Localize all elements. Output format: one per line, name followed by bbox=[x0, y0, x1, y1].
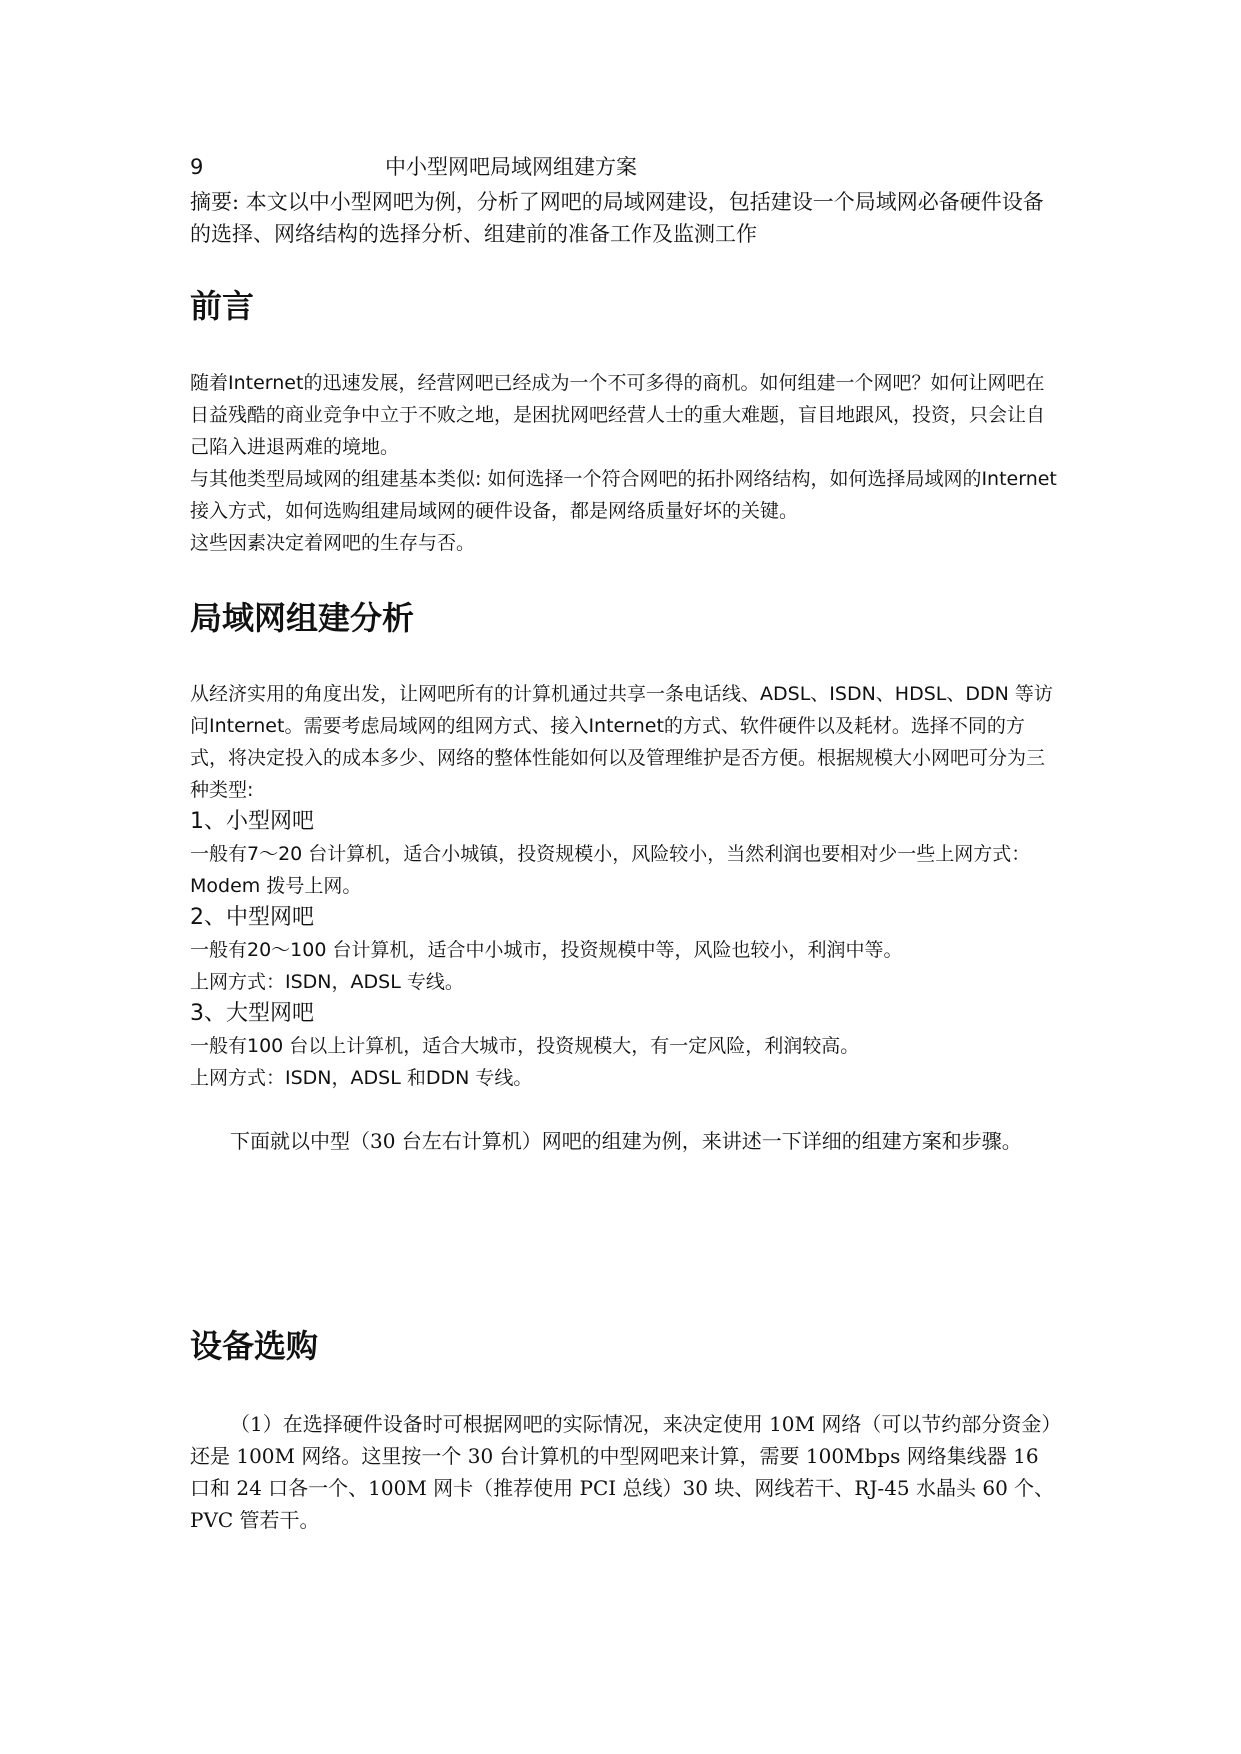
abstract: 摘要: 本文以中小型网吧为例，分析了网吧的局域网建设，包括建设一个局域网必备硬件设备的选择、网络结构的选择分析、组建前的准备工作及监测工作 bbox=[190, 190, 1044, 246]
analysis-closing: 下面就以中型（30 台左右计算机）网吧的组建为例，来讲述一下详细的组建方案和步骤。 bbox=[230, 1129, 1022, 1153]
type-title: 3、大型网吧 bbox=[190, 1001, 314, 1026]
type-description: 一般有100 台以上计算机，适合大城市，投资规模大，有一定风险，利润较高。 bbox=[190, 1035, 860, 1057]
type-title: 1、小型网吧 bbox=[190, 809, 314, 834]
type-description: 一般有20～100 台计算机，适合中小城市，投资规模中等，风险也较小，利润中等。 bbox=[190, 939, 903, 961]
document-title: 中小型网吧局域网组建方案 bbox=[385, 155, 637, 179]
equipment-paragraph: （1）在选择硬件设备时可根据网吧的实际情况，来决定使用 10M 网络（可以节约部分资金）还是 100M 网络。这里按一个 30 台计算机的中型网吧来计算，需要 100Mbps 网络集线器 16 口和 24 口各一个、100M 网卡（推荐使用 PCI 总线）30 块、网线若干、RJ-45 水晶头 60 个、PVC 管若干。 bbox=[190, 1412, 1055, 1532]
preface-paragraph: 随着Internet的迅速发展，经营网吧已经成为一个不可多得的商机。如何组建一个网吧？如何让网吧在日益残酷的商业竞争中立于不败之地，是困扰网吧经营人士的重大难题，盲目地跟风，投资，只会让自己陷入进退两难的境地。 bbox=[190, 372, 1046, 458]
type-title: 2、中型网吧 bbox=[190, 905, 314, 930]
heading-analysis: 局域网组建分析 bbox=[190, 599, 415, 637]
analysis-intro: 从经济实用的角度出发，让网吧所有的计算机通过共享一条电话线、ADSL、ISDN、HDSL、DDN 等访问Internet。需要考虑局域网的组网方式、接入Internet的方式、软件硬件以及耗材。选择不同的方式，将决定投入的成本多少、网络的整体性能如何以及管理维护是否方便。根据规模大小网吧可分为三种类型: bbox=[190, 683, 1053, 801]
type-access-method: 上网方式：ISDN，ADSL 和DDN 专线。 bbox=[190, 1067, 533, 1089]
type-description: 一般有7～20 台计算机，适合小城镇，投资规模小，风险较小，当然利润也要相对少一些上网方式：Modem 拨号上网。 bbox=[190, 843, 1031, 897]
preface-body bbox=[190, 367, 1060, 559]
preface-paragraph: 这些因素决定着网吧的生存与否。 bbox=[190, 532, 476, 554]
analysis-body bbox=[190, 678, 1060, 1094]
heading-equipment: 设备选购 bbox=[190, 1327, 319, 1365]
page-number: 9 bbox=[190, 155, 204, 179]
preface-paragraph: 与其他类型局域网的组建基本类似: 如何选择一个符合网吧的拓扑网络结构，如何选择局域网的Internet 接入方式，如何选购组建局域网的硬件设备，都是网络质量好坏的关键。 bbox=[190, 468, 1057, 522]
type-access-method: 上网方式：ISDN，ADSL 专线。 bbox=[190, 971, 464, 993]
heading-preface: 前言 bbox=[190, 287, 255, 325]
